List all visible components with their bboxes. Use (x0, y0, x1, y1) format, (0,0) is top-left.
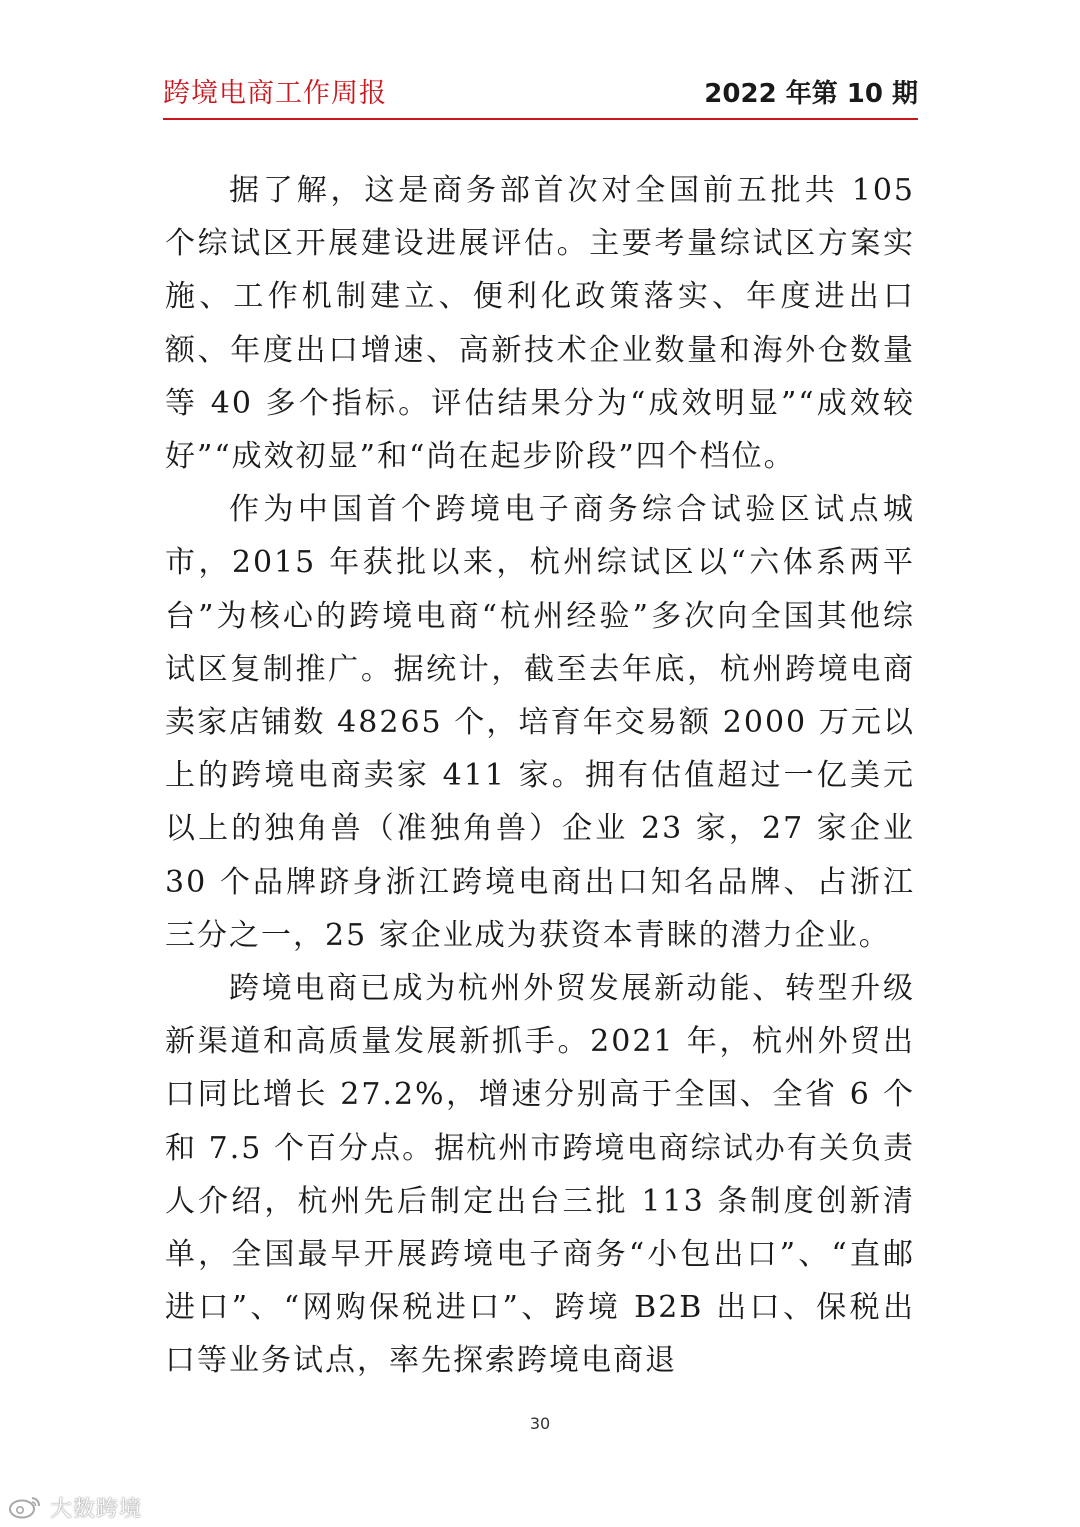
page-header (163, 74, 918, 114)
weibo-icon (8, 1494, 44, 1520)
page-number: 30 (529, 1414, 551, 1433)
paragraph-growth: 跨境电商已成为杭州外贸发展新动能、转型升级新渠道和高质量发展新抓手。2021 年，杭州外贸出口同比增长 27.2%，增速分别高于全国、全省 6 个和 7.5 个百分点。据杭州市跨境电商综试办有关负责人介绍，杭州先后制定出台三批 113 条制度创新清单，全国最早开展跨境电子商务“小包出口”、“直邮进口”、“网购保税进口”、跨境 B2B 出口、保税出口等业务试点，率先探索跨境电商退 (165, 971, 915, 1379)
publication-title: 跨境电商工作周报 (163, 78, 387, 109)
watermark (8, 1492, 142, 1522)
header-divider (163, 118, 918, 120)
paragraph-evaluation: 据了解，这是商务部首次对全国前五批共 105 个综试区开展建设进展评估。主要考量综试区方案实施、工作机制建立、便利化政策落实、年度进出口额、年度出口增速、高新技术企业数量和海外仓数量等 40 多个指标。评估结果分为“成效明显”“成效较好”“成效初显”和“尚在起步阶段”四个档位。 (165, 173, 915, 475)
watermark-text: 大数跨境 (50, 1496, 143, 1522)
article-body (165, 164, 915, 1388)
paragraph-hangzhou-pilot: 作为中国首个跨境电子商务综合试验区试点城市，2015 年获批以来，杭州综试区以“六体系两平台”为核心的跨境电商“杭州经验”多次向全国其他综试区复制推广。据统计，截至去年底，杭州跨境电商卖家店铺数 48265 个，培育年交易额 2000 万元以上的跨境电商卖家 411 家。拥有估值超过一亿美元以上的独角兽（准独角兽）企业 23 家，27 家企业 30 个品牌跻身浙江跨境电商出口知名品牌、占浙江三分之一，25 家企业成为获资本青睐的潜力企业。 (165, 492, 915, 953)
issue-number: 2022 年第 10 期 (704, 79, 918, 109)
